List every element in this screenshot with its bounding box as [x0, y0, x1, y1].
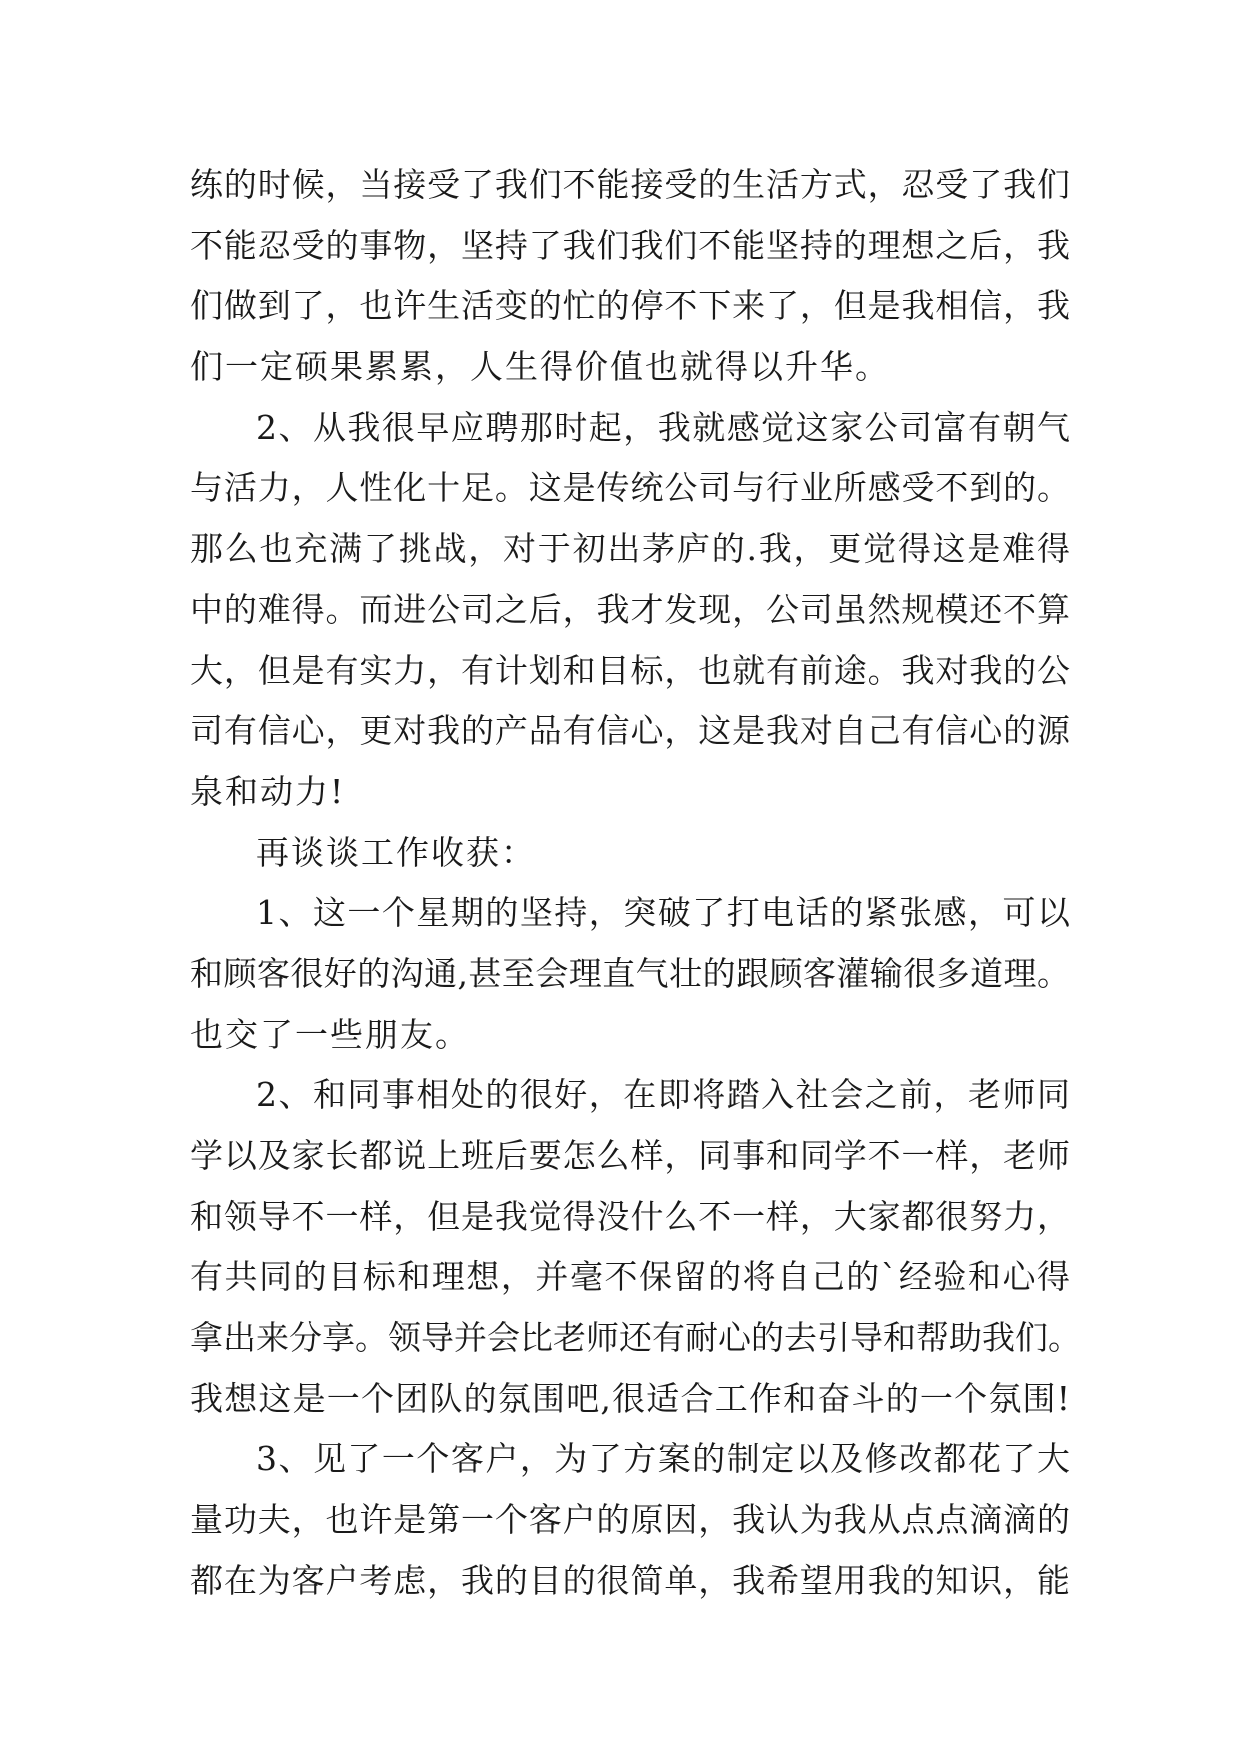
text-line: 拿出来分享。领导并会比老师还有耐心的去引导和帮助我们。 [190, 1318, 1081, 1358]
text-line: 2、和同事相处的很好，在即将踏入社会之前，老师同 [256, 1075, 1070, 1115]
text-line: 都在为客户考虑，我的目的很简单，我希望用我的知识，能 [190, 1560, 1070, 1600]
text-line: 1、这一个星期的坚持，突破了打电话的紧张感，可以 [256, 893, 1070, 933]
text-line: 大，但是有实力，有计划和目标，也就有前途。我对我的公 [190, 650, 1070, 690]
text-line: 学以及家长都说上班后要怎么样，同事和同学不一样，老师 [190, 1136, 1070, 1175]
text-line: 练的时候，当接受了我们不能接受的生活方式，忍受了我们 [190, 165, 1070, 204]
text-line: 中的难得。而进公司之后，我才发现，公司虽然规模还不算 [190, 589, 1070, 629]
text-line: 量功夫，也许是第一个客户的原因，我认为我从点点滴滴的 [190, 1500, 1070, 1540]
text-line: 不能忍受的事物，坚持了我们我们不能坚持的理想之后，我 [190, 225, 1070, 265]
text-line: 们做到了，也许生活变的忙的停不下来了，但是我相信，我 [190, 286, 1070, 326]
text-line: 再谈谈工作收获： [256, 832, 536, 872]
text-line: 那么也充满了挑战，对于初出茅庐的.我，更觉得这是难得 [190, 529, 1070, 569]
text-line: 和顾客很好的沟通,甚至会理直气壮的跟顾客灌输很多道理。 [190, 953, 1070, 993]
document-body [190, 155, 1081, 1612]
text-line: 2、从我很早应聘那时起，我就感觉这家公司富有朝气 [256, 407, 1070, 447]
text-line: 和领导不一样，但是我觉得没什么不一样，大家都很努力， [190, 1196, 1070, 1236]
text-line: 们一定硕果累累，人生得价值也就得以升华。 [190, 347, 890, 387]
text-line: 有共同的目标和理想，并毫不保留的将自己的`经验和心得 [190, 1257, 1070, 1297]
text-line: 司有信心，更对我的产品有信心，这是我对自己有信心的源 [190, 711, 1070, 751]
text-line: 泉和动力! [190, 771, 346, 811]
text-line: 3、见了一个客户，为了方案的制定以及修改都花了大 [256, 1439, 1070, 1479]
text-line: 与活力，人性化十足。这是传统公司与行业所感受不到的。 [190, 468, 1070, 508]
text-line: 我想这是一个团队的氛围吧,很适合工作和奋斗的一个氛围! [190, 1378, 1070, 1418]
text-line: 也交了一些朋友。 [190, 1014, 470, 1054]
